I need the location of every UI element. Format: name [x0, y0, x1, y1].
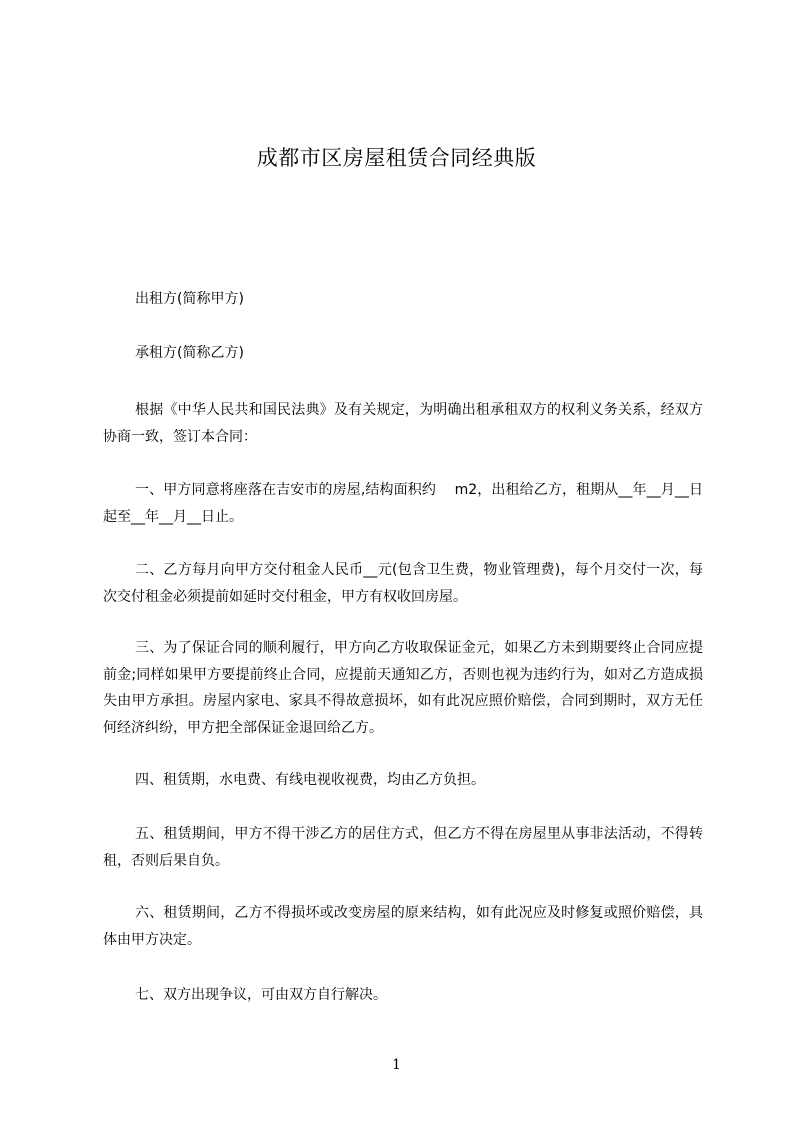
intro-paragraph: 根据《中华人民共和国民法典》及有关规定，为明确出租承租双方的权利义务关系，经双方协商一致，签订本合同：: [103, 402, 703, 445]
document-title: 成都市区房屋租赁合同经典版: [256, 146, 537, 170]
clause-3: 三、为了保证合同的顺利履行，甲方向乙方收取保证金元，如果乙方未到期要终止合同应提前金;同样如果甲方要提前终止合同，应提前天通知乙方，否则也视为违约行为，如对乙方造成损失由甲方承担。房屋内家电、家具不得故意损坏，如有此况应照价赔偿，合同到期时，双方无任何经济纠纷，甲方把全部保证金退回给乙方。: [103, 640, 703, 736]
clause-7: 七、双方出现争议，可由双方自行解决。: [135, 987, 387, 1003]
clause-5: 五、租赁期间，甲方不得干涉乙方的居住方式，但乙方不得在房屋里从事非法活动，不得转租，否则后果自负。: [103, 826, 703, 869]
clause-2: 二、乙方每月向甲方交付租金人民币__元(包含卫生费，物业管理费)，每个月交付一次，每次交付租金必须提前如延时交付租金，甲方有权收回房屋。: [103, 562, 703, 605]
lessor-line: 出租方(简称甲方): [135, 291, 244, 307]
page-number: 1: [392, 1057, 401, 1073]
lessee-line: 承租方(简称乙方): [135, 345, 244, 361]
clause-1: 一、甲方同意将座落在吉安市的房屋,结构面积约 m2，出租给乙方，租期从__年__月__日起至__年__月__日止。: [103, 482, 703, 525]
clause-4: 四、租赁期，水电费、有线电视收视费，均由乙方负担。: [135, 772, 485, 788]
clause-6: 六、租赁期间，乙方不得损坏或改变房屋的原来结构，如有此况应及时修复或照价赔偿，具体由甲方决定。: [103, 905, 703, 948]
